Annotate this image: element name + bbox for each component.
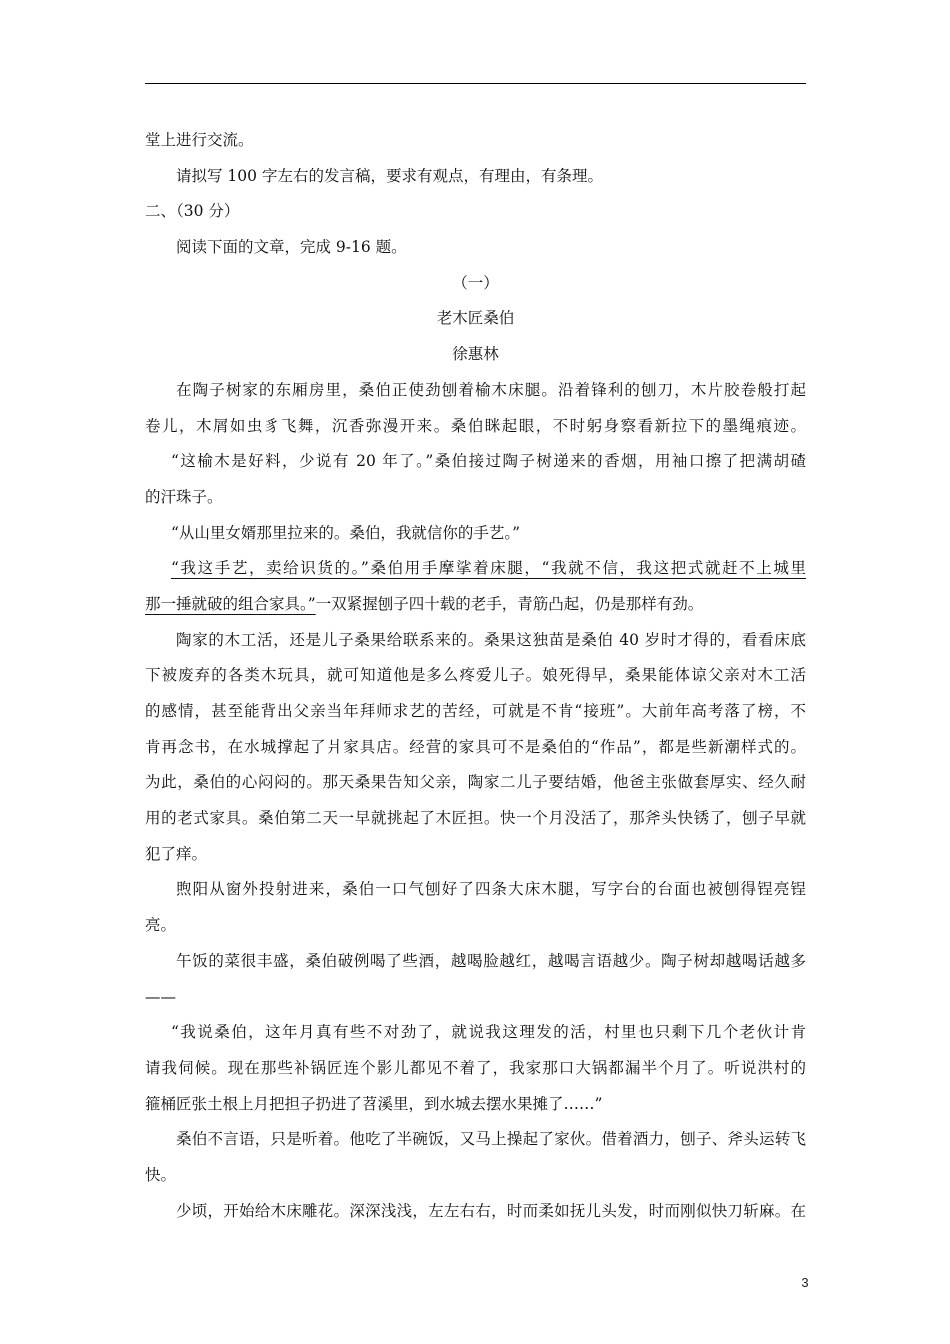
article-title: 老木匠桑伯 (436, 309, 515, 328)
paragraph-line: “我说桑伯，这年月真有些不对劲了，就说我这理发的活，村里也只剩下几个老伙计肯 (171, 1023, 806, 1042)
paragraph-line: 的感情，甚至能背出父亲当年拜师求艺的苦经，可就是不肯“接班”。大前年高考落了榜，不 (145, 702, 806, 720)
paragraph-line: 在陶子树家的东厢房里，桑伯正使劲刨着榆木床腿。沿着锋利的刨刀，木片胶卷般打起 (176, 380, 806, 399)
paragraph-line: 陶家的木工活，还是儿子桑果给联系来的。桑果这独苗是桑伯 40 岁时才得的，看看床底 (176, 630, 806, 649)
underlined-text: 那一捶就破的组合家具。” (145, 594, 316, 613)
paragraph-line: 煦阳从窗外投射进来，桑伯一口气刨好了四条大床木腿，写字台的台面也被刨得锃亮锃 (176, 880, 806, 899)
underlined-line (145, 551, 806, 587)
document-body (145, 123, 806, 1229)
paragraph-line: 箍桶匠张土根上月把担子扔进了苕溪里，到水城去摆水果摊了……” (145, 1094, 603, 1113)
paragraph-line: 少顷，开始给木床雕花。深深浅浅，左左右右，时而柔如抚儿头发，时而刚似快刀斩麻。在 (176, 1201, 806, 1220)
paragraph-line: 犯了痒。 (145, 844, 208, 863)
paragraph-line: 请拟写 100 字左右的发言稿，要求有观点，有理由，有条理。 (176, 166, 603, 185)
paragraph-line: 亮。 (145, 916, 177, 935)
paragraph-line: 用的老式家具。桑伯第二天一早就挑起了木匠担。快一个月没活了，那斧头快锈了，刨子早就 (145, 809, 806, 828)
paragraph-line: 桑伯不言语，只是听着。他吃了半碗饭，又马上操起了家伙。借着酒力，刨子、斧头运转飞 (176, 1130, 806, 1149)
paragraph-line: 快。 (145, 1165, 177, 1184)
paragraph-line: 肯再念书，在水城撑起了爿家具店。经营的家具可不是桑伯的“作品”，都是些新潮样式的。 (145, 737, 806, 756)
article-author: 徐惠林 (452, 345, 499, 364)
paragraph-line: —— (145, 987, 176, 1006)
paragraph-line: 为此，桑伯的心闷闷的。那天桑果告知父亲，陶家二儿子要结婚，他爸主张做套厚实、经久耐 (145, 773, 806, 792)
paragraph-line: “从山里女婿那里拉来的。桑伯，我就信你的手艺。” (171, 523, 521, 542)
header-rule (145, 83, 806, 84)
paragraph-line: 堂上进行交流。 (145, 131, 254, 149)
paragraph-line: 卷儿，木屑如虫豸飞舞，沉香弥漫开来。桑伯眯起眼，不时躬身察看新拉下的墨绳痕迹。 (145, 416, 806, 435)
underlined-text: “我这手艺，卖给识货的。”桑伯用手摩挲着床腿，“我就不信，我这把式就赶不上城里 (171, 559, 806, 578)
paragraph-line: 的汗珠子。 (145, 487, 223, 506)
paragraph-line: 午饭的菜很丰盛，桑伯破例喝了些酒，越喝脸越红，越喝言语越少。陶子树却越喝话越多 (176, 951, 806, 970)
paragraph-text: 一双紧握刨子四十载的老手，青筋凸起，仍是那样有劲。 (315, 594, 704, 613)
part-label: （一） (452, 273, 499, 292)
paragraph-line: 下被废弃的各类木玩具，就可知道他是多么疼爱儿子。娘死得早，桑果能体谅父亲对木工活 (145, 666, 806, 685)
underlined-line (145, 587, 806, 623)
paragraph-line: “这榆木是好料，少说有 20 年了。”桑伯接过陶子树递来的香烟，用袖口擦了把满胡碴 (171, 452, 806, 471)
paragraph-line: 请我伺候。现在那些补锅匠连个影儿都见不着了，我家那口大锅都漏半个月了。听说洪村的 (145, 1058, 806, 1077)
section-heading: 二、（30 分） (145, 202, 240, 221)
page-number: 3 (801, 1275, 809, 1290)
paragraph-line: 阅读下面的文章，完成 9-16 题。 (176, 238, 407, 257)
